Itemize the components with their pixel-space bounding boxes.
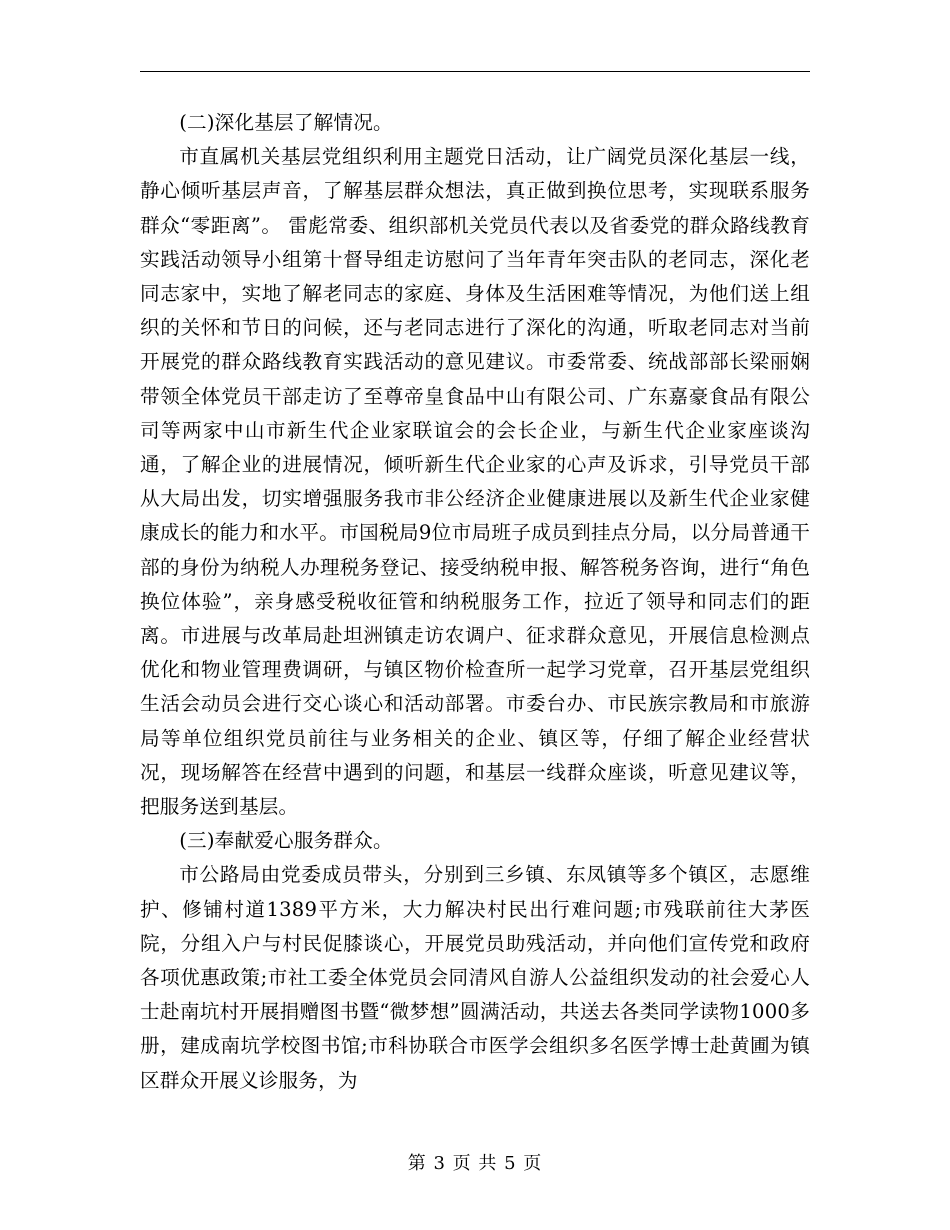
header-rule (140, 71, 810, 72)
section-heading: (二)深化基层了解情况。 (179, 111, 393, 134)
section-heading: (三)奉献爱心服务群众。 (179, 829, 393, 853)
body-paragraph: 市直属机关基层党组织利用主题党日活动，让广阔党员深化基层一线，静心倾听基层声音，了解基层群众想法，真正做到换位思考，实现联系服务群众“零距离”。 雷彪常委、组织部机关党员代表以及省委党的群众路线教育实践活动领导小组第十督导组走访慰问了当年青年突击队的老同志，深化老同志家中，实地了解老同志的家庭、身体及生活困难等情况，为他们送上组织的关怀和节日的问候，还与老同志进行了深化的沟通，听取老同志对当前开展党的群众路线教育实践活动的意见建议。市委常委、统战部部长梁丽娴带领全体党员干部走访了至尊帝皇食品中山有限公司、广东嘉豪食品有限公司等两家中山市新生代企业家联谊会的会长企业，与新生代企业家座谈沟通，了解企业的进展情况，倾听新生代企业家的心声及诉求，引导党员干部从大局出发，切实增强服务我市非公经济企业健康进展以及新生代企业家健康成长的能力和水平。市国税局9位市局班子成员到挂点分局，以分局普通干部的身份为纳税人办理税务登记、接受纳税申报、解答税务咨询，进行“角色换位体验”，亲身感受税收征管和纳税服务工作，拉近了领导和同志们的距离。市进展与改革局赴坦洲镇走访农调户、征求群众意见，开展信息检测点优化和物业管理费调研，与镇区物价检查所一起学习党章，召开基层党组织生活会动员会进行交心谈心和活动部署。市委台办、市民族宗教局和市旅游局等单位组织党员前往与业务相关的企业、镇区等，仔细了解企业经营状况，现场解答在经营中遇到的问题，和基层一线群众座谈，听意见建议等，把服务送到基层。 (140, 145, 810, 819)
body-paragraph: 市公路局由党委成员带头，分别到三乡镇、东凤镇等多个镇区，志愿维护、修铺村道1389平方米，大力解决村民出行难问题;市残联前往大茅医院，分组入户与村民促膝谈心，开展党员助残活动，并向他们宣传党和政府各项优惠政策;市社工委全体党员会同清风自游人公益组织发动的社会爱心人士赴南坑村开展捐赠图书暨“微梦想”圆满活动，共送去各类同学读物1000多册，建成南坑学校图书馆;市科协联合市医学会组织多名医学博士赴黄圃为镇区群众开展义诊服务，为 (140, 863, 810, 1092)
document-body (140, 106, 810, 1098)
page-number-footer: 第 3 页 共 5 页 (407, 1153, 543, 1174)
